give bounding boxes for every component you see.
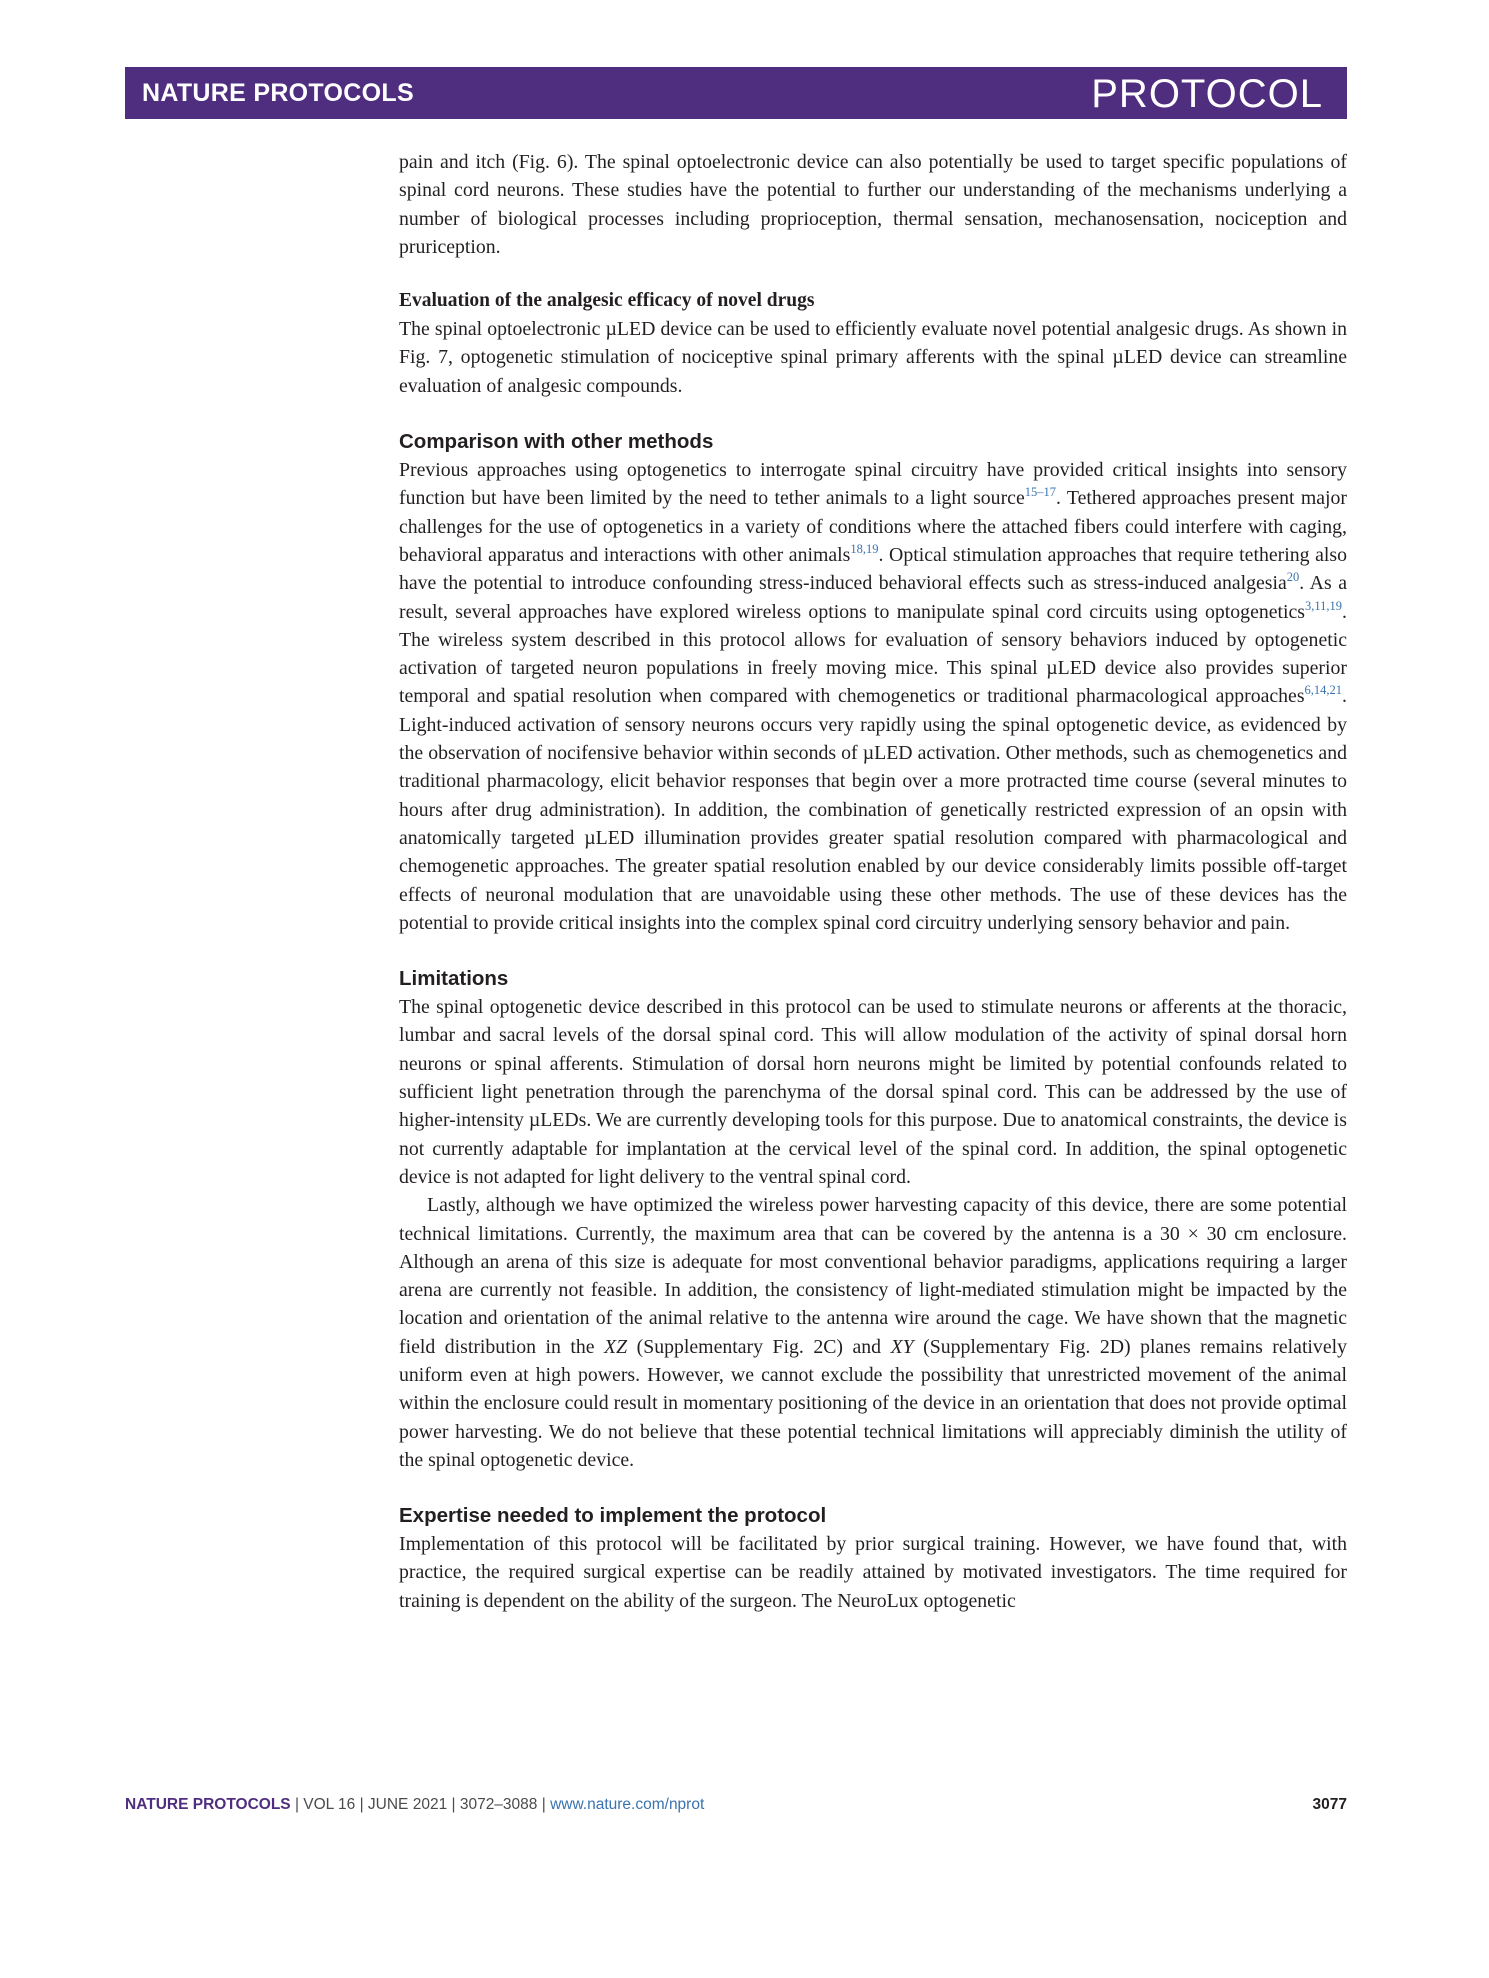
paragraph-limitations-2: Lastly, although we have optimized the wireless power harvesting capacity of this device, there are some potential technical limitations. Currently, the maximum area that can be covered by the antenna is a 30 × 30 cm enclosure. Although an arena of this size is adequate for most conventional behavior paradigms, applications requiring a larger arena are currently not feasible. In addition, the consistency of light-mediated stimulation might be impacted by the location and orientation of the animal relative to the antenna wire around the cage. We have shown that the magnetic field distribution in the XZ (Supplementary Fig. 2C) and XY (Supplementary Fig. 2D) planes remains relatively uniform even at high powers. However, we cannot exclude the possibility that unrestricted movement of the animal within the enclosure could result in momentary positioning of the device in an orientation that does not provide optimal power harvesting. We do not believe that these potential technical limitations will appreciably diminish the utility of the spinal optogenetic device. xyxy=(399,1194,1347,1471)
page-footer: NATURE PROTOCOLS | VOL 16 | JUNE 2021 | 3072–3088 | www.nature.com/nprot 3077 xyxy=(125,1796,1347,1813)
paragraph-limitations-1: The spinal optogenetic device described in this protocol can be used to stimulate neurons or afferents at the thoracic, lumbar and sacral levels of the dorsal spinal cord. This will allow modulation of the activity of spinal dorsal horn neurons or spinal afferents. Stimulation of dorsal horn neurons might be limited by potential confounds related to sufficient light penetration through the parenchyma of the dorsal spinal cord. This can be addressed by the use of higher-intensity µLEDs. We are currently developing tools for this purpose. Due to anatomical constraints, the device is not currently adaptable for implantation at the cervical level of the spinal cord. In addition, the spinal optogenetic device is not adapted for light delivery to the ventral spinal cord. xyxy=(399,996,1347,1188)
section-heading-limitations: Limitations xyxy=(399,967,509,991)
footer-journal-name: NATURE PROTOCOLS xyxy=(125,1796,291,1813)
paragraph-analgesic-efficacy: The spinal optoelectronic µLED device can be used to efficiently evaluate novel potential analgesic drugs. As shown in Fig. 7, optogenetic stimulation of nociceptive spinal primary afferents with the spinal µLED device can streamline evaluation of analgesic compounds. xyxy=(399,318,1347,397)
footer-volume: VOL 16 xyxy=(303,1796,356,1813)
journal-header-bar xyxy=(125,67,1347,119)
citation-link[interactable]: 15–17 xyxy=(1024,485,1056,500)
citation-link[interactable]: 20 xyxy=(1286,570,1300,585)
paragraph-expertise: Implementation of this protocol will be facilitated by prior surgical training. However, we have found that, with practice, the required surgical expertise can be readily attained by motivated investigators. The time required for training is dependent on the ability of the surgeon. The NeuroLux optogenetic xyxy=(399,1533,1347,1612)
article-body xyxy=(399,148,1347,1615)
paragraph-comparison: Previous approaches using optogenetics to interrogate spinal circuitry have provided critical insights into sensory function but have been limited by the need to tether animals to a light source$^{15-17}$. Tethered approaches present major challenges for the use of optogenetics in a variety of conditions where the attached fibers could interfere with caging, behavioral apparatus and interactions with other animals$^{18,19}$. Optical stimulation approaches that require tethering also have the potential to introduce confounding stress-induced behavioral effects such as stress-induced analgesia$^{20}$. As a result, several approaches have explored wireless options to manipulate spinal cord circuits using optogenetics$^{3,11,19}$. The wireless system described in this protocol allows for evaluation of sensory behaviors induced by optogenetic activation of targeted neuron populations in freely moving mice. This spinal µLED device also provides superior temporal and spatial resolution when compared with chemogenetics or traditional pharmacological approaches$^{6,14,21}$. Light-induced activation of sensory neurons occurs very rapidly using the spinal optogenetic device, as evidenced by the observation of nocifensive behavior within seconds of µLED activation. Other methods, such as chemogenetics and traditional pharmacology, elicit behavior responses that begin over a more protracted time course (several minutes to hours after drug administration). In addition, the combination of genetically restricted expression of an opsin with anatomically targeted µLED illumination provides greater spatial resolution compared with pharmacological and chemogenetic approaches. The greater spatial resolution enabled by our device considerably limits possible off-target effects of neuronal modulation that are unavoidable using these other methods. The use of these devices has the potential to provide critical insights into the complex spinal cord circuitry underlying sensory behavior and pain. xyxy=(399,459,1347,934)
footer-pages: 3072–3088 xyxy=(459,1796,538,1813)
page-number: 3077 xyxy=(1312,1796,1347,1813)
footer-url-link[interactable]: www.nature.com/nprot xyxy=(550,1796,705,1813)
section-heading-comparison: Comparison with other methods xyxy=(399,430,714,454)
journal-name: NATURE PROTOCOLS xyxy=(142,79,414,107)
subsection-heading-analgesic-efficacy: Evaluation of the analgesic efficacy of novel drugs xyxy=(399,290,815,312)
citation-link[interactable]: 6,14,21 xyxy=(1304,683,1343,698)
article-type-label: PROTOCOL xyxy=(1091,72,1323,116)
section-heading-expertise: Expertise needed to implement the protocol xyxy=(399,1504,827,1528)
footer-date: JUNE 2021 xyxy=(367,1796,448,1813)
paragraph-continued: pain and itch (Fig. 6). The spinal optoelectronic device can also potentially be used to target specific populations of spinal cord neurons. These studies have the potential to further our understanding of the mechanisms underlying a number of biological processes including proprioception, thermal sensation, mechanosensation, nociception and pruriception. xyxy=(399,151,1347,258)
citation-link[interactable]: 18,19 xyxy=(850,541,879,556)
citation-link[interactable]: 3,11,19 xyxy=(1305,598,1343,613)
